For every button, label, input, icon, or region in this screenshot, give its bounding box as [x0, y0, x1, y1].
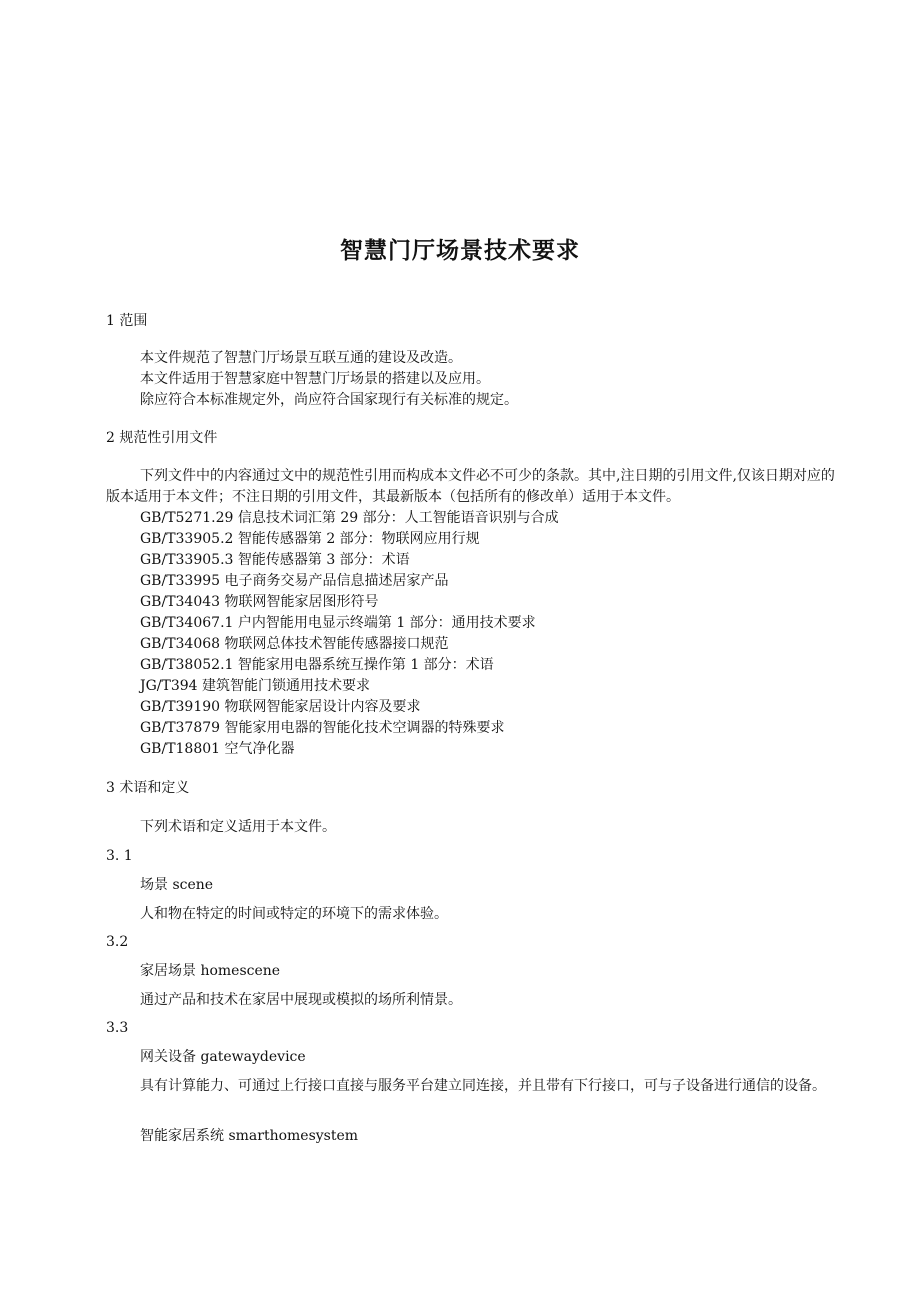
term-definition: 人和物在特定的时间或特定的环境下的需求体验。	[140, 906, 448, 922]
reference-item: JG/T394 建筑智能门锁通用技术要求	[140, 678, 371, 694]
reference-item: GB/T38052.1 智能家用电器系统互操作第 1 部分：术语	[140, 657, 494, 673]
term-name: 场景 scene	[140, 877, 214, 893]
section-1-paragraph: 本文件适用于智慧家庭中智慧门厅场景的搭建以及应用。	[140, 371, 490, 387]
reference-item: GB/T39190 物联网智能家居设计内容及要求	[140, 699, 421, 715]
reference-item: GB/T34067.1 户内智能用电显示终端第 1 部分：通用技术要求	[140, 615, 536, 631]
section-1-heading: 1 范围	[106, 313, 148, 329]
reference-item: GB/T33905.3 智能传感器第 3 部分：术语	[140, 552, 410, 568]
reference-item: GB/T18801 空气净化器	[140, 741, 295, 757]
reference-item: GB/T37879 智能家用电器的智能化技术空调器的特殊要求	[140, 720, 505, 736]
section-2-heading: 2 规范性引用文件	[106, 430, 218, 446]
document-title: 智慧门厅场景技术要求	[340, 238, 580, 264]
term-name: 网关设备 gatewaydevice	[140, 1049, 306, 1065]
reference-item: GB/T5271.29 信息技术词汇第 29 部分：人工智能语音识别与合成	[140, 510, 559, 526]
section-3-intro: 下列术语和定义适用于本文件。	[140, 819, 336, 835]
term-name: 智能家居系统 smarthomesystem	[140, 1128, 359, 1144]
normative-references-list	[140, 508, 559, 760]
term-name: 家居场景 homescene	[140, 963, 281, 979]
term-number: 3. 1	[106, 848, 133, 864]
reference-item: GB/T33905.2 智能传感器第 2 部分：物联网应用行规	[140, 531, 480, 547]
reference-item: GB/T34043 物联网智能家居图形符号	[140, 594, 379, 610]
reference-item: GB/T34068 物联网总体技术智能传感器接口规范	[140, 636, 449, 652]
term-number: 3.3	[106, 1020, 129, 1036]
section-2-intro: 下列文件中的内容通过文中的规范性引用而构成本文件必不可少的条款。其中,注日期的引用文件,仅该日期对应的版本适用于本文件；不注日期的引用文件，其最新版本（包括所有的修改单）适用于本文件。	[106, 468, 835, 505]
reference-item: GB/T33995 电子商务交易产品信息描述居家产品	[140, 573, 449, 589]
section-1-paragraph: 除应符合本标准规定外，尚应符合国家现行有关标准的规定。	[140, 392, 518, 408]
term-number: 3.2	[106, 934, 129, 950]
section-3-heading: 3 术语和定义	[106, 780, 190, 796]
section-1-paragraph: 本文件规范了智慧门厅场景互联互通的建设及改造。	[140, 350, 462, 366]
term-definition: 通过产品和技术在家居中展现或模拟的场所利情景。	[140, 992, 462, 1008]
term-definition: 具有计算能力、可通过上行接口直接与服务平台建立同连接，并且带有下行接口，可与子设备进行通信的设备。	[140, 1078, 826, 1094]
